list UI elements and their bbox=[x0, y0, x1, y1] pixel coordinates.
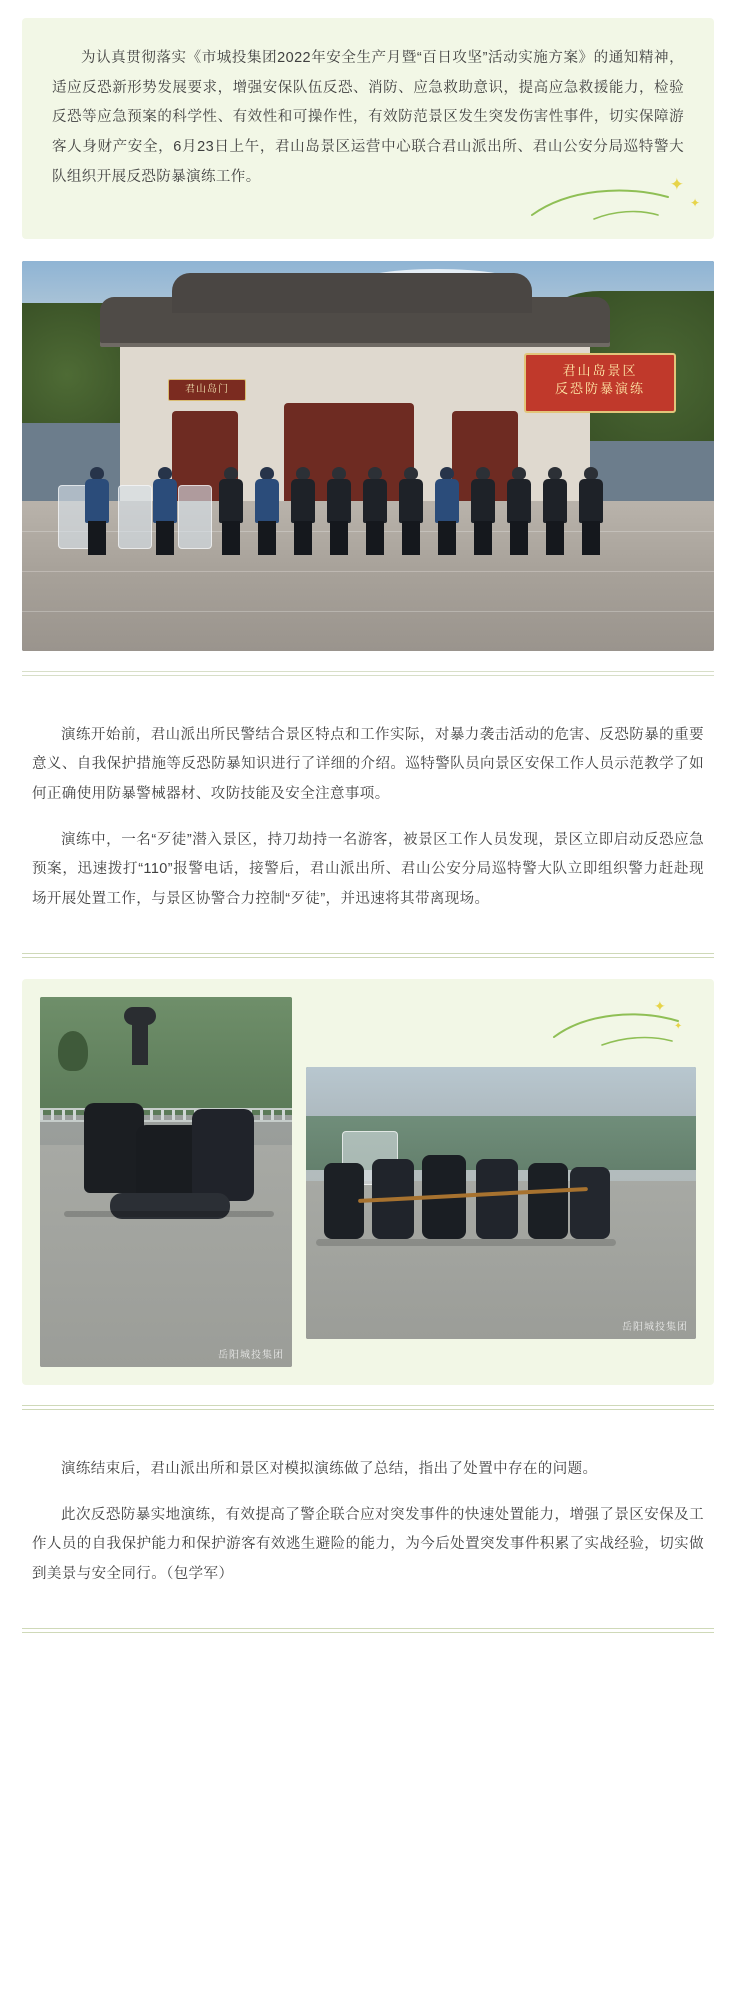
officer-figure bbox=[476, 1159, 518, 1239]
section-divider-bottom bbox=[22, 1628, 714, 1632]
officer-figure bbox=[192, 1109, 254, 1201]
shadow-shape bbox=[64, 1211, 274, 1217]
officer-figure bbox=[362, 467, 388, 555]
photo-watermark: 岳阳城投集团 bbox=[218, 1349, 284, 1361]
officer-figure bbox=[84, 467, 110, 555]
section-divider bbox=[22, 671, 714, 675]
photo-collage bbox=[22, 979, 714, 1385]
officer-figure bbox=[326, 467, 352, 555]
officer-figure bbox=[290, 467, 316, 555]
sparkle-icon: ✦ bbox=[669, 174, 684, 194]
decorative-swoosh-wrap bbox=[546, 997, 696, 1067]
officer-figure bbox=[528, 1163, 568, 1239]
gate-plaque: 君山岛门 bbox=[168, 379, 246, 401]
officer-figure bbox=[84, 1103, 144, 1193]
body-text-block-2 bbox=[22, 1429, 714, 1608]
photo-group-drill bbox=[22, 261, 714, 651]
drill-banner bbox=[524, 353, 676, 413]
sparkle-icon: ✦ bbox=[654, 997, 666, 1014]
banner-line-1: 君山岛景区 bbox=[562, 362, 638, 378]
officer-figure bbox=[152, 467, 178, 555]
section-divider bbox=[22, 1405, 714, 1409]
officer-line bbox=[22, 455, 714, 555]
photo-right-column bbox=[306, 997, 696, 1339]
paragraph: 此次反恐防暴实地演练，有效提高了警企联合应对突发事件的快速处置能力，增强了景区安保及工作人员的自我保护能力和保护游客有效逃生避险的能力，为今后处置突发事件积累了实战经验，切实做到美景与安全同行。（包学军） bbox=[32, 1506, 704, 1583]
officer-figure bbox=[578, 467, 604, 555]
sparkle-icon: ✦ bbox=[674, 1020, 683, 1032]
intro-card bbox=[22, 18, 714, 239]
officer-figure bbox=[218, 467, 244, 555]
decorative-swoosh-icon bbox=[546, 997, 696, 1057]
photo-takedown bbox=[40, 997, 292, 1367]
officer-figure bbox=[470, 467, 496, 555]
banner-line-2: 反恐防暴演练 bbox=[554, 381, 645, 397]
officer-figure bbox=[434, 467, 460, 555]
pole-top bbox=[124, 1007, 156, 1025]
photo-railing bbox=[40, 1108, 292, 1122]
shadow-shape bbox=[316, 1239, 616, 1246]
section-divider bbox=[22, 953, 714, 957]
paragraph: 演练开始前，君山派出所民警结合景区特点和工作实际，对暴力袭击活动的危害、反恐防暴的重要意义、自我保护措施等反恐防暴知识进行了详细的介绍。巡特警队员向景区安保工作人员示范教学了如何正确使用防暴警械器材、攻防技能及安全注意事项。 bbox=[32, 726, 704, 803]
sparkle-icon: ✦ bbox=[689, 195, 700, 210]
photo-watermark: 岳阳城投集团 bbox=[622, 1321, 688, 1333]
intro-paragraph: 为认真贯彻落实《市城投集团2022年安全生产月暨“百日攻坚”活动实施方案》的通知精神，适应反恐新形势发展要求，增强安保队伍反恐、消防、应急救助意识，提高应急救援能力，检验反恐等应急预案的科学性、有效性和可操作性，有效防范景区发生突发伤害性事件，切实保障游客人身财产安全，6月23日上午，君山岛景区运营中心联合君山派出所、君山公安分局巡特警大队组织开展反恐防暴演练工作。 bbox=[52, 50, 684, 185]
photo-main-wrap bbox=[22, 261, 714, 651]
gate-upper-roof bbox=[172, 273, 532, 313]
shrub-shape bbox=[58, 1031, 88, 1071]
photo-shield-formation bbox=[306, 1067, 696, 1339]
officer-figure bbox=[506, 467, 532, 555]
officer-figure bbox=[542, 467, 568, 555]
paragraph: 演练中，一名“歹徒”潜入景区，持刀劫持一名游客，被景区工作人员发现，景区立即启动反恐应急预案，迅速拨打“110”报警电话，接警后，君山派出所、君山公安分局巡特警大队立即组织警力赶赴现场开展处置工作，与景区协警合力控制“歹徒”，并迅速将其带离现场。 bbox=[32, 831, 704, 908]
riot-shield bbox=[178, 485, 212, 549]
bottom-spacer bbox=[0, 1652, 736, 1674]
riot-shield bbox=[118, 485, 152, 549]
officer-figure bbox=[570, 1167, 610, 1239]
officer-figure bbox=[398, 467, 424, 555]
paragraph: 演练结束后，君山派出所和景区对模拟演练做了总结，指出了处置中存在的问题。 bbox=[61, 1460, 598, 1477]
officer-figure bbox=[254, 467, 280, 555]
article-page bbox=[0, 18, 736, 1674]
photo-sky bbox=[306, 1067, 696, 1116]
body-text-block-1 bbox=[22, 695, 714, 933]
